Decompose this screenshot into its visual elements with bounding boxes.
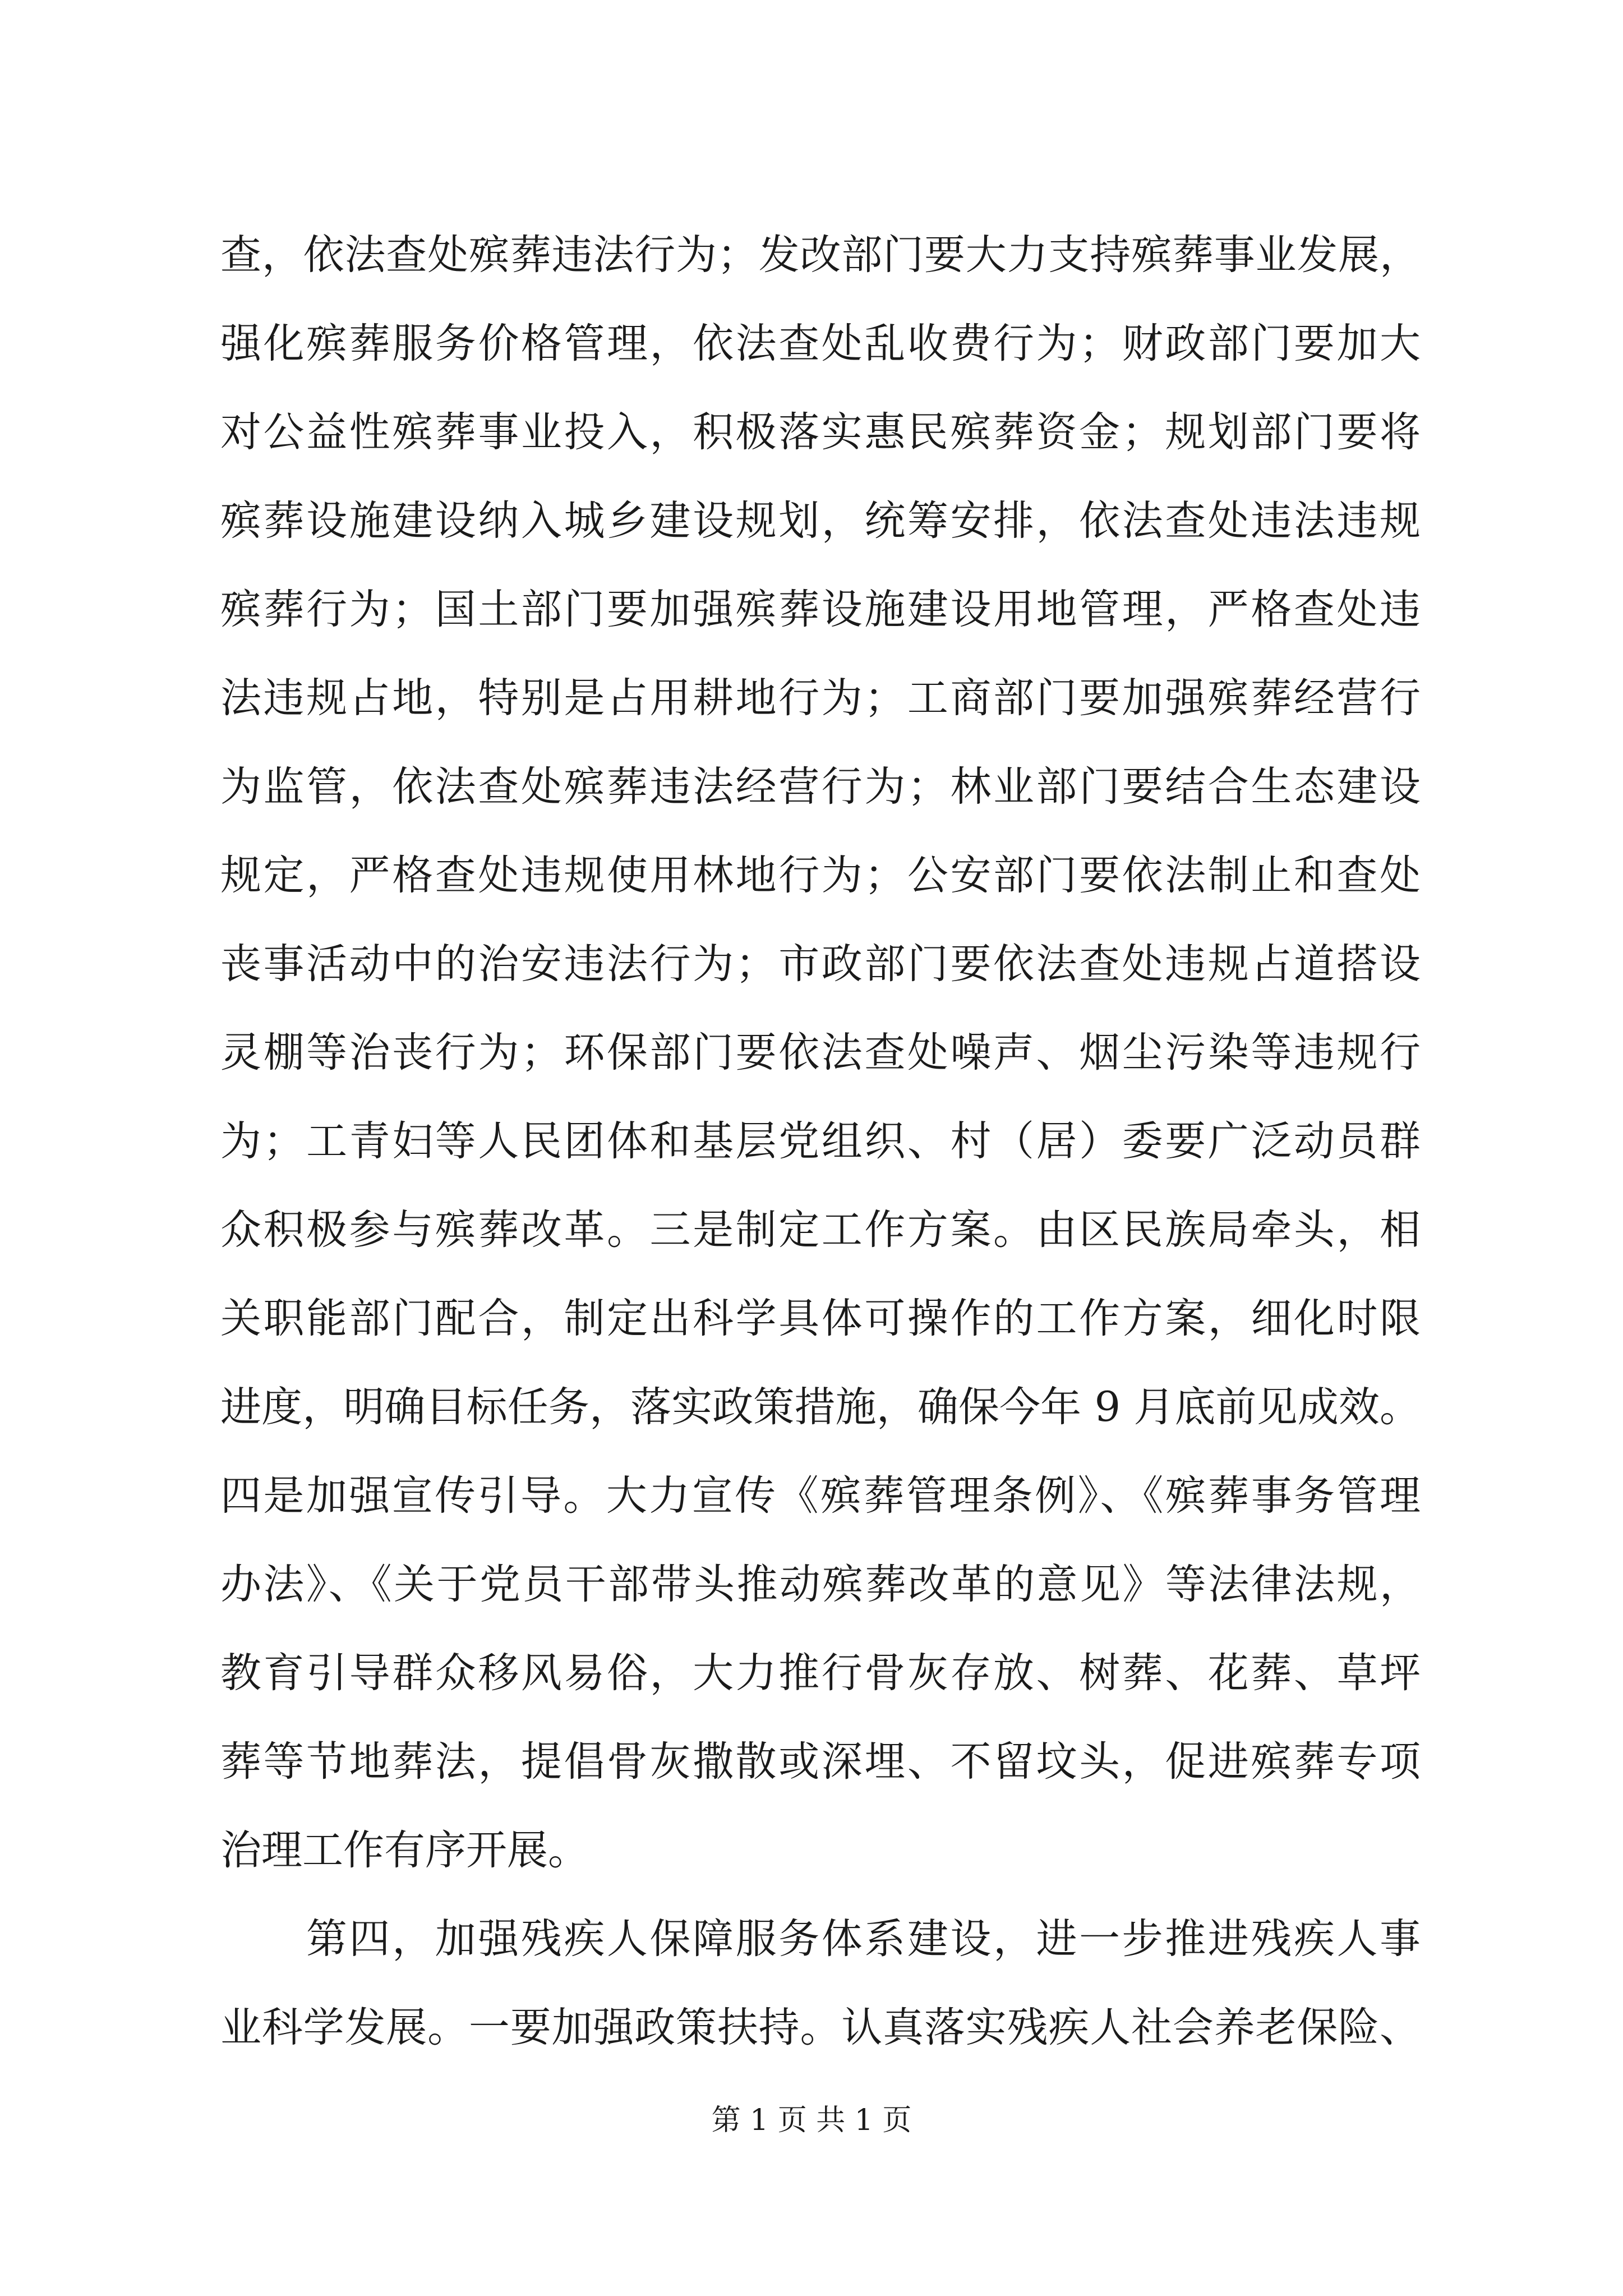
text-line: 治理工作有序开展。 (220, 1826, 589, 1874)
text-line: 殡葬设施建设纳入城乡建设规划，统筹安排，依法查处违法违规 (220, 497, 1421, 545)
text-line: 法违规占地，特别是占用耕地行为；工商部门要加强殡葬经营行 (220, 674, 1421, 722)
text-line: 众积极参与殡葬改革。三是制定工作方案。由区民族局牵头，相 (220, 1206, 1421, 1254)
text-line: 强化殡葬服务价格管理，依法查处乱收费行为；财政部门要加大 (220, 320, 1421, 367)
text-line: 灵棚等治丧行为；环保部门要依法查处噪声、烟尘污染等违规行 (220, 1029, 1421, 1076)
text-line: 第四，加强残疾人保障服务体系建设，进一步推进残疾人事 (306, 1915, 1421, 1963)
text-line: 教育引导群众移风易俗，大力推行骨灰存放、树葬、花葬、草坪 (220, 1649, 1421, 1697)
text-line: 四是加强宣传引导。大力宣传《殡葬管理条例》、《殡葬事务管理 (220, 1472, 1421, 1520)
text-line: 查，依法查处殡葬违法行为；发改部门要大力支持殡葬事业发展， (220, 231, 1421, 279)
text-line: 进度，明确目标任务，落实政策措施，确保今年 9 月底前见成效。 (220, 1383, 1421, 1431)
text-line: 为；工青妇等人民团体和基层党组织、村（居）委要广泛动员群 (220, 1117, 1421, 1165)
text-line: 葬等节地葬法，提倡骨灰撒散或深埋、不留坟头，促进殡葬专项 (220, 1738, 1421, 1786)
text-line: 对公益性殡葬事业投入，积极落实惠民殡葬资金；规划部门要将 (220, 408, 1421, 456)
text-line: 殡葬行为；国土部门要加强殡葬设施建设用地管理，严格查处违 (220, 586, 1421, 633)
text-line: 规定，严格查处违规使用林地行为；公安部门要依法制止和查处 (220, 852, 1421, 899)
text-line: 为监管，依法查处殡葬违法经营行为；林业部门要结合生态建设 (220, 763, 1421, 811)
text-line: 办法》、《关于党员干部带头推动殡葬改革的意见》等法律法规， (220, 1561, 1421, 1608)
text-line: 业科学发展。一要加强政策扶持。认真落实残疾人社会养老保险、 (220, 2004, 1421, 2051)
page-number: 第 1 页 共 1 页 (711, 2104, 912, 2137)
page-footer (0, 2098, 1623, 2143)
text-line: 关职能部门配合，制定出科学具体可操作的工作方案，细化时限 (220, 1295, 1421, 1342)
text-line: 丧事活动中的治安违法行为；市政部门要依法查处违规占道搭设 (220, 940, 1421, 988)
